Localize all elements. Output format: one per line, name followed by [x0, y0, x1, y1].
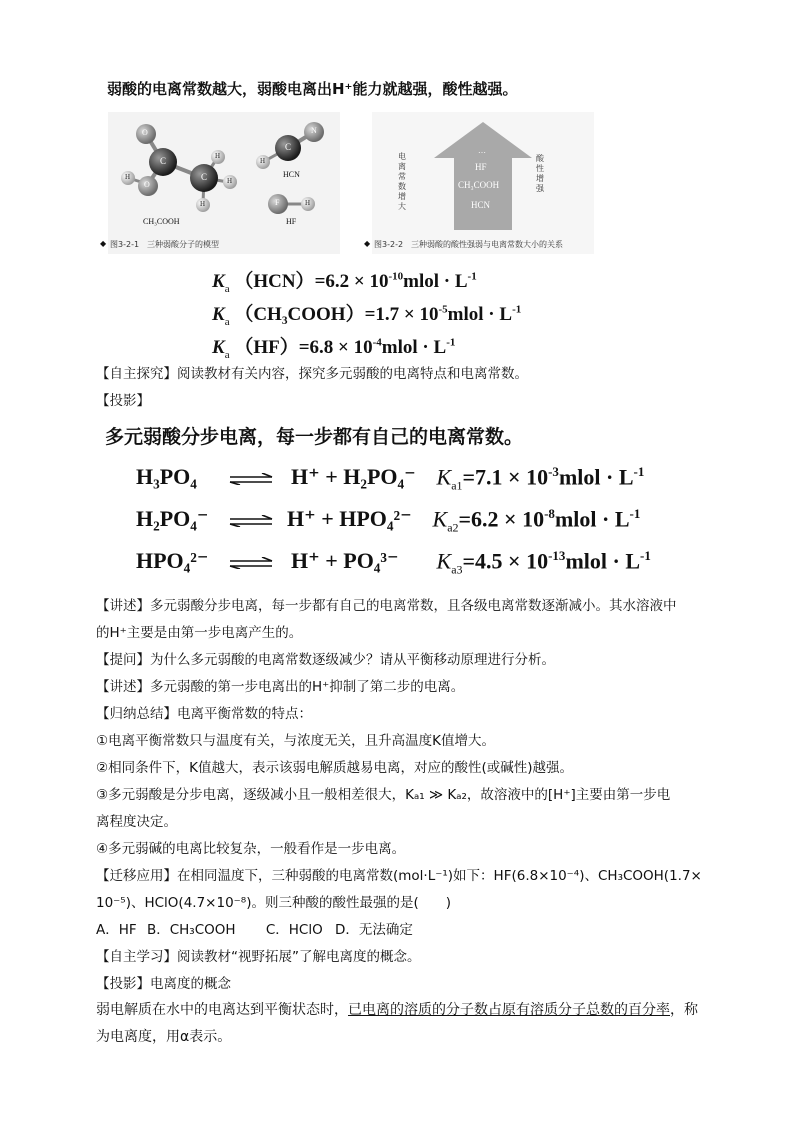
ka-hcn: [212, 266, 477, 295]
ka-species: （CH₃COOH）: [234, 304, 365, 325]
hf-label: HF: [286, 217, 297, 226]
lecture-tag: 【讲述】: [96, 598, 150, 614]
atom-label: C: [160, 156, 167, 166]
multistep-heading: 多元弱酸分步电离，每一步都有自己的电离常数。: [105, 426, 524, 448]
hcn-label: HCN: [283, 170, 300, 179]
ka-unit: mlol · L: [565, 548, 640, 574]
acidity-increase-text: 酸性增强: [536, 154, 544, 193]
point-2: ②相同条件下，K值越大，表示该弱电解质越易电离，对应的酸性(或碱性)越强。: [96, 760, 573, 776]
molecule-models-figure: [100, 112, 340, 254]
atom-label: H: [260, 157, 266, 165]
self-study-line: [96, 945, 421, 965]
atom-label: C: [201, 172, 208, 182]
intro-line: 弱酸的电离常数越大，弱酸电离出H⁺能力就越强，酸性越强。: [107, 80, 518, 98]
ka-symbol: K: [436, 548, 452, 574]
summary-line: [96, 702, 312, 722]
atom-label: F: [275, 198, 280, 207]
eq-left: HPO₄²⁻: [136, 548, 209, 574]
ka-exponent: -10: [388, 270, 404, 283]
atom-label: O: [144, 180, 150, 189]
options-row: [96, 918, 413, 938]
ka-unit: mlol · L: [554, 506, 630, 532]
ka-value: =6.2 × 10: [314, 271, 389, 292]
ka-value: =4.5 × 10: [462, 548, 549, 574]
explore-tag: 【自主探究】: [96, 366, 177, 382]
application-text: 在相同温度下，三种弱酸的电离常数(mol·L⁻¹)如下：HF(6.8×10⁻⁴)、CH₃COOH(1.7×: [177, 868, 702, 884]
ka-exponent: -4: [372, 336, 382, 349]
option-d: D．无法确定: [335, 922, 413, 938]
application-line2: 10⁻⁵)、HClO(4.7×10⁻⁸)。则三种酸的酸性最强的是( ): [96, 895, 452, 911]
arrow-item-acetic: CH₃COOH: [458, 180, 500, 190]
self-study-tag: 【自主学习】: [96, 949, 177, 965]
projection2-line: [96, 972, 231, 992]
application-tag: 【迁移应用】: [96, 868, 177, 884]
ka-unit: mlol · L: [558, 464, 634, 490]
ka-species: （HF）: [234, 337, 299, 358]
projection-tag: 【投影】: [96, 976, 150, 992]
ka-subscript: a: [224, 315, 230, 328]
equilibrium-3: [136, 548, 651, 578]
ka-unit-exponent: -1: [633, 464, 645, 479]
atom-label: O: [142, 128, 148, 137]
point-1: ①电离平衡常数只与温度有关，与浓度无关，且升高温度K值增大。: [96, 733, 495, 749]
ka-exponent: -5: [438, 303, 448, 316]
ka-hf: [212, 332, 455, 361]
question-line: [96, 648, 555, 668]
question-tag: 【提问】: [96, 652, 150, 668]
lecture-text: 多元弱酸的第一步电离出的H⁺抑制了第二步的电离。: [150, 679, 465, 695]
ka-subscript: a: [224, 282, 230, 295]
option-c: C．HClO: [265, 922, 323, 938]
lecture1-line2: 的H⁺主要是由第一步电离产生的。: [96, 625, 303, 641]
ka-unit: mlol · L: [447, 304, 513, 325]
caption-marker-icon: ◆: [100, 239, 107, 248]
ka-exponent: -8: [544, 506, 555, 521]
ka-unit: mlol · L: [403, 271, 468, 292]
ka-symbol: K: [436, 464, 452, 490]
ka-subscript: a3: [451, 562, 463, 577]
point-4: ④多元弱碱的电离比较复杂，一般看作是一步电离。: [96, 841, 406, 857]
ka-unit-exponent: -1: [467, 270, 477, 283]
atom-label: H: [215, 152, 221, 160]
ka-unit-exponent: -1: [629, 506, 641, 521]
definition-text: ，称: [670, 1002, 698, 1018]
summary-text: 电离平衡常数的特点：: [177, 706, 312, 722]
ka-symbol: K: [212, 304, 225, 325]
option-a: A．HF: [96, 922, 137, 938]
arrow-item-hf: HF: [475, 162, 487, 172]
ka-symbol: K: [212, 271, 225, 292]
definition-line1: [96, 999, 698, 1019]
ka-value: =6.8 × 10: [298, 337, 373, 358]
lecture-text: 多元弱酸分步电离，每一步都有自己的电离常数，且各级电离常数逐渐减小。其水溶液中: [150, 598, 677, 614]
definition-line2: 为电离度，用α表示。: [96, 1029, 232, 1045]
definition-text: 弱电解质在水中的电离达到平衡状态时，: [96, 1002, 348, 1018]
atom-label: C: [285, 142, 292, 152]
ka-species: （HCN）: [234, 271, 315, 292]
option-b: B．CH₃COOH: [146, 922, 236, 938]
summary-tag: 【归纳总结】: [96, 706, 177, 722]
equilibrium-2: [136, 506, 640, 536]
ka-subscript: a: [224, 348, 230, 361]
eq-right: H⁺ + PO₄³⁻: [291, 548, 399, 574]
point-3: ③多元弱酸是分步电离，逐级减小且一般相差很大，Kₐ₁ ≫ Kₐ₂，故溶液中的[H⁺]主要由第一步电: [96, 787, 671, 803]
arrow-item-hcn: HCN: [471, 200, 491, 210]
ka-unit: mlol · L: [381, 337, 447, 358]
ka-symbol: K: [432, 506, 448, 532]
equilibrium-arrow-icon: [228, 473, 274, 485]
self-study-text: 阅读教材“视野拓展”了解电离度的概念。: [177, 949, 421, 965]
eq-left: H₃PO₄: [136, 464, 197, 490]
figure2-caption: 图3-2-2 三种弱酸的酸性强弱与电离常数大小的关系: [374, 240, 564, 249]
acetic-acid-label: CH₃COOH: [143, 217, 180, 226]
eq-right: H⁺ + HPO₄²⁻: [287, 506, 412, 532]
ka-acetic: [212, 299, 521, 328]
lecture1-line1: [96, 594, 677, 614]
ionization-increase-text: 电离常数增大: [398, 152, 406, 211]
atom-label: H: [227, 177, 233, 185]
atom-label: H: [305, 199, 311, 207]
ka-subscript: a1: [451, 478, 463, 493]
ka-subscript: a2: [447, 520, 459, 535]
atom-label: H: [125, 173, 131, 181]
ka-unit-exponent: -1: [512, 303, 522, 316]
projection-tag: 【投影】: [96, 393, 150, 409]
ka-unit-exponent: -1: [446, 336, 456, 349]
question-text: 为什么多元弱酸的电离常数逐级减少？请从平衡移动原理进行分析。: [150, 652, 555, 668]
eq-left: H₂PO₄⁻: [136, 506, 209, 532]
explore-line: [96, 362, 528, 382]
explore-text: 阅读教材有关内容，探究多元弱酸的电离特点和电离常数。: [177, 366, 528, 382]
figure1-caption: 图3-2-1 三种弱酸分子的模型: [110, 240, 220, 249]
eq-right: H⁺ + H₂PO₄⁻: [291, 464, 416, 490]
application-line1: [96, 864, 702, 884]
ka-value: =6.2 × 10: [458, 506, 545, 532]
ka-symbol: K: [212, 337, 225, 358]
ka-exponent: -13: [548, 548, 566, 563]
equilibrium-arrow-icon: [228, 515, 274, 527]
atom-label: N: [311, 126, 317, 135]
ka-exponent: -3: [548, 464, 559, 479]
ka-value: =1.7 × 10: [364, 304, 439, 325]
projection-text: 电离度的概念: [150, 976, 231, 992]
equilibrium-arrow-icon: [228, 557, 274, 569]
ka-value: =7.1 × 10: [462, 464, 549, 490]
equilibrium-1: [136, 464, 644, 494]
definition-underlined: 已电离的溶质的分子数占原有溶质分子总数的百分率: [348, 1002, 670, 1018]
caption-marker-icon: ◆: [364, 239, 371, 248]
ka-unit-exponent: -1: [640, 548, 651, 563]
acidity-arrow-figure: [364, 112, 594, 254]
point-3-cont: 离程度决定。: [96, 814, 177, 830]
arrow-dots: …: [478, 146, 486, 155]
lecture2-line: [96, 675, 464, 695]
atom-label: H: [200, 200, 206, 208]
lecture-tag: 【讲述】: [96, 679, 150, 695]
